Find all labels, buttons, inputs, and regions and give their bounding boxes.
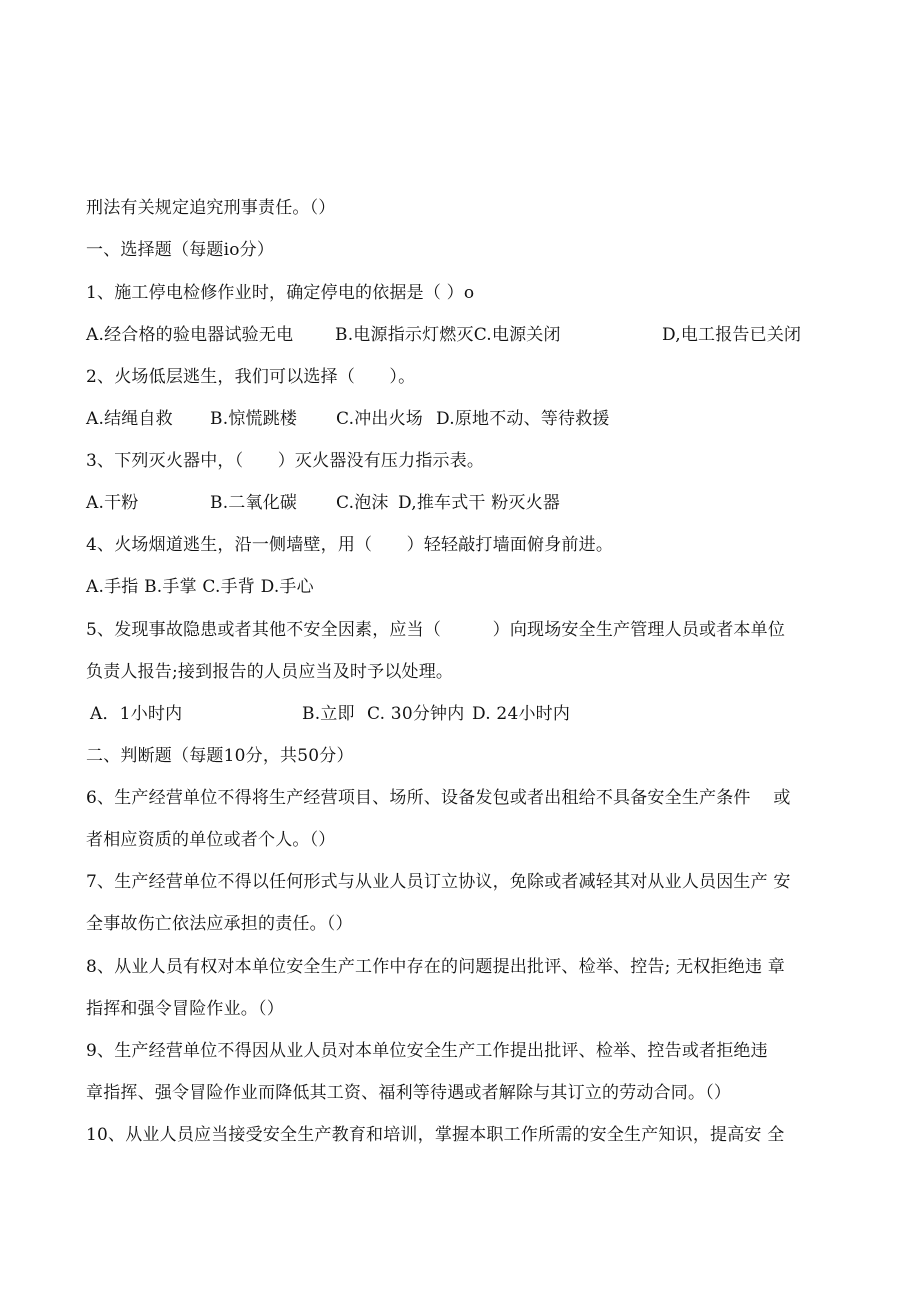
- question-5-continued: 负责人报告;接到报告的人员应当及时予以处理。: [86, 662, 454, 682]
- question-7-continued: 全事故伤亡依法应承担的责任。（）: [86, 914, 353, 934]
- q2-option-a: A.结绳自救: [86, 409, 173, 429]
- question-8: 8、从业人员有权对本单位安全生产工作中存在的问题提出批评、检举、控告; 无权拒绝违 章: [86, 957, 785, 977]
- question-9: 9、生产经营单位不得因从业人员对本单位安全生产工作提出批评、检举、控告或者拒绝违: [86, 1041, 768, 1061]
- q1-option-d: D,电工报告已关闭: [662, 325, 802, 345]
- q2-option-c: C.冲出火场: [336, 409, 424, 429]
- q1-option-a: A.经合格的验电器试验无电: [86, 325, 294, 345]
- q5-option-a: A．1小时内: [90, 704, 183, 724]
- q3-option-b: B.二氧化碳: [210, 493, 298, 513]
- question-8-continued: 指挥和强令冒险作业。（）: [86, 999, 284, 1019]
- question-2: 2、火场低层逃生，我们可以选择（ ）。: [86, 367, 416, 387]
- question-6-continued: 者相应资质的单位或者个人。（）: [86, 830, 336, 850]
- section-heading-choice: 一、选择题（每题io分）: [86, 240, 275, 260]
- question-6: 6、生产经营单位不得将生产经营项目、场所、设备发包或者出租给不具备安全生产条件 或: [86, 788, 791, 808]
- question-3: 3、下列灭火器中，（ ）灭火器没有压力指示表。: [86, 451, 485, 471]
- q2-option-d: D.原地不动、等待救援: [436, 409, 610, 429]
- q2-option-b: B.惊慌跳楼: [210, 409, 298, 429]
- q5-option-b: B.立即: [302, 704, 355, 724]
- question-7: 7、生产经营单位不得以任何形式与从业人员订立协议，免除或者减轻其对从业人员因生产 安: [86, 872, 791, 892]
- question-1: 1、施工停电检修作业时，确定停电的依据是（ ）o: [86, 283, 475, 303]
- q3-option-d: D,推车式干 粉灭火器: [398, 493, 561, 513]
- question-5: 5、发现事故隐患或者其他不安全因素，应当（ ）向现场安全生产管理人员或者本单位: [86, 620, 786, 640]
- question-9-continued: 章指挥、强令冒险作业而降低其工资、福利等待遇或者解除与其订立的劳动合同。（）: [86, 1083, 732, 1103]
- question-4-options: A.手指 B.手掌 C.手背 D.手心: [86, 577, 314, 597]
- text-line-carryover: 刑法有关规定追究刑事责任。（）: [86, 198, 336, 218]
- q5-option-c: C. 30分钟内: [367, 704, 465, 724]
- question-10: 10、从业人员应当接受安全生产教育和培训，掌握本职工作所需的安全生产知识，提高安 全: [86, 1125, 785, 1145]
- q3-option-c: C.泡沫: [336, 493, 389, 513]
- q3-option-a: A.干粉: [86, 493, 139, 513]
- question-4: 4、火场烟道逃生，沿一侧墙壁，用（ ）轻轻敲打墙面俯身前进。: [86, 535, 614, 555]
- q5-option-d: D. 24小时内: [472, 704, 571, 724]
- q1-option-b: B.电源指示灯燃灭C.电源关闭: [335, 325, 561, 345]
- section-heading-judgment: 二、判断题（每题10分，共50分）: [86, 746, 354, 766]
